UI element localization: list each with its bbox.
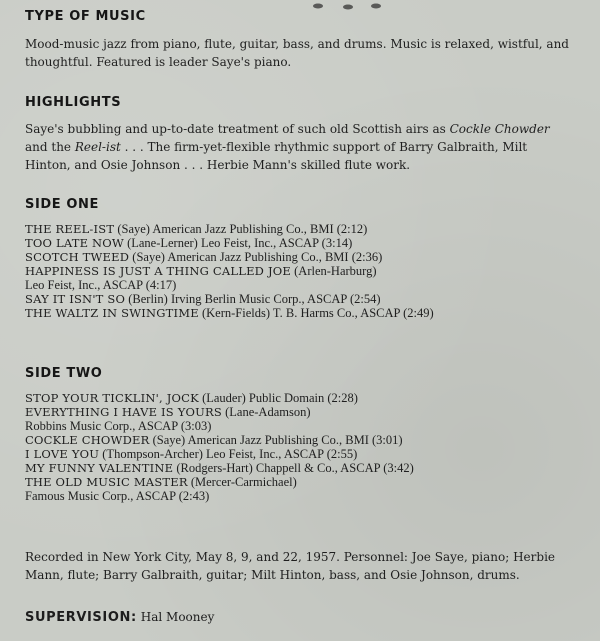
side-one-track <box>25 222 585 236</box>
track-title: TOO LATE NOW <box>25 236 124 250</box>
side-one-track-continuation: Leo Feist, Inc., ASCAP (4:17) <box>25 278 177 292</box>
track-credit: (Saye) American Jazz Publishing Co., BMI (2:12) <box>114 222 368 236</box>
track-title: COCKLE CHOWDER <box>25 433 150 447</box>
side-two-track <box>25 391 585 405</box>
type-of-music-heading: TYPE OF MUSIC <box>25 9 146 24</box>
track-credit: (Rodgers-Hart) Chappell & Co., ASCAP (3:42) <box>173 461 414 475</box>
track-credit: (Thompson-Archer) Leo Feist, Inc., ASCAP (2:55) <box>99 447 358 461</box>
side-one-track <box>25 250 585 264</box>
track-credit: (Berlin) Irving Berlin Music Corp., ASCAP (2:54) <box>125 292 381 306</box>
track-title: SCOTCH TWEED <box>25 250 130 264</box>
type-of-music-text: Mood-music jazz from piano, flute, guitar, bass, and drums. Music is relaxed, wistful, and thoughtful. Featured is leader Saye's piano. <box>25 37 569 69</box>
track-title: I LOVE YOU <box>25 447 100 461</box>
side-one-track <box>25 292 585 306</box>
highlights-heading: HIGHLIGHTS <box>25 95 122 110</box>
track-credit: (Lane-Adamson) <box>221 405 311 419</box>
side-two-track-list <box>25 391 585 503</box>
highlights-text-part-2: and the <box>25 140 75 154</box>
track-title: EVERYTHING I HAVE IS YOURS <box>25 405 222 419</box>
highlights-text <box>25 120 570 174</box>
supervision-value: Hal Mooney <box>140 610 215 624</box>
supervision-line <box>25 608 214 626</box>
supervision-label: SUPERVISION: <box>25 610 137 625</box>
track-credit: (Arlen-Harburg) <box>291 264 377 278</box>
recording-personnel-text: Recorded in New York City, May 8, 9, and 22, 1957. Personnel: Joe Saye, piano; Herbie Mann, flute; Barry Galbraith, guitar; Milt Hinton, bass, and Osie Johnson, drums. <box>25 550 556 582</box>
side-two-track <box>25 433 585 447</box>
highlights-text-part-3: . . . The firm-yet-flexible rhythmic support of Barry Galbraith, Milt Hinton, and Osie Johnson . . . Herbie Mann's skilled flute work. <box>25 140 528 172</box>
track-title: THE OLD MUSIC MASTER <box>25 475 188 489</box>
track-title: MY FUNNY VALENTINE <box>25 461 174 475</box>
side-two-track <box>25 475 585 489</box>
track-credit: (Lane-Lerner) Leo Feist, Inc., ASCAP (3:14) <box>123 236 353 250</box>
side-one-track <box>25 236 585 250</box>
side-one-track <box>25 264 585 278</box>
track-title: THE WALTZ IN SWINGTIME <box>25 306 199 320</box>
track-title: STOP YOUR TICKLIN', JOCK <box>25 391 199 405</box>
track-credit: (Mercer-Carmichael) <box>187 475 297 489</box>
highlights-italic-reel-ist: Reel-ist <box>74 140 121 154</box>
track-credit: (Saye) American Jazz Publishing Co., BMI (3:01) <box>149 433 403 447</box>
highlights-text-part-1: Saye's bubbling and up-to-date treatment of such old Scottish airs as <box>25 122 450 136</box>
track-title: SAY IT ISN'T SO <box>25 292 126 306</box>
decorative-dots-icon <box>308 2 388 12</box>
side-one-track <box>25 306 585 320</box>
track-title: HAPPINESS IS JUST A THING CALLED JOE <box>25 264 291 278</box>
track-credit: (Kern-Fields) T. B. Harms Co., ASCAP (2:49) <box>198 306 434 320</box>
side-two-track <box>25 461 585 475</box>
track-credit: (Saye) American Jazz Publishing Co., BMI (2:36) <box>129 250 383 264</box>
side-two-track-continuation: Famous Music Corp., ASCAP (2:43) <box>25 489 210 503</box>
highlights-italic-cockle-chowder: Cockle Chowder <box>449 122 550 136</box>
side-two-track <box>25 447 585 461</box>
track-title: THE REEL-IST <box>25 222 115 236</box>
side-two-track <box>25 405 585 419</box>
side-two-track-continuation: Robbins Music Corp., ASCAP (3:03) <box>25 419 212 433</box>
side-one-track-list <box>25 222 585 320</box>
track-credit: (Lauder) Public Domain (2:28) <box>198 391 358 405</box>
side-one-heading: SIDE ONE <box>25 197 100 212</box>
side-two-heading: SIDE TWO <box>25 366 103 381</box>
